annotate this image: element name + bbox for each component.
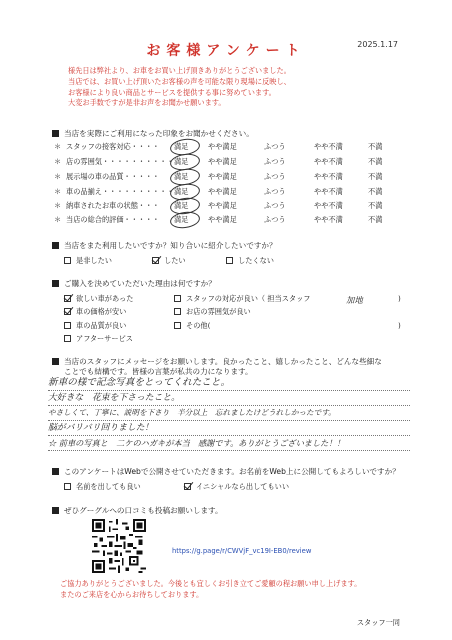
checkbox-icon[interactable] (174, 308, 181, 315)
asterisk-bullet-icon: ＊ (54, 215, 62, 224)
rating-row (54, 187, 414, 198)
q3-heading (52, 278, 216, 289)
checkbox-icon[interactable] (174, 322, 181, 329)
q3-option-staff[interactable]: スタッフの対応が良い（ 担当スタッフ (174, 294, 310, 304)
q2-heading (52, 240, 277, 251)
rating-option[interactable]: やや満足 (208, 187, 237, 196)
staff-paren-close: ) (398, 294, 401, 303)
closing-line: ご協力ありがとうございました。今後とも宜しくお引き立てご愛顧の程お願い申し上げます。 (60, 579, 362, 588)
q2-option-3[interactable]: したくない (226, 256, 274, 266)
rating-option[interactable]: やや不満 (314, 157, 343, 166)
rating-row-label: 車の品揃え・・・・・・・・・・ (66, 187, 174, 196)
rating-row (54, 142, 414, 153)
comment-line: 大好きな 花束を下さったこと。 (48, 391, 410, 406)
closing-text (60, 578, 361, 600)
rating-option[interactable]: やや不満 (314, 215, 343, 224)
square-bullet-icon (52, 507, 59, 514)
q4-title-1: 当店のスタッフにメッセージをお願いします。良かったこと、嬉しかったこと、どんな些細な (64, 357, 382, 366)
q3-option-want-car[interactable]: 欲しい車があった (64, 294, 133, 304)
rating-option[interactable]: やや満足 (208, 142, 237, 151)
rating-row-label: 納車されたお車の状態・・・ (66, 201, 160, 210)
rating-option[interactable]: やや不満 (314, 142, 343, 151)
rating-option[interactable]: 不満 (368, 201, 383, 210)
rating-row (54, 201, 414, 212)
checkbox-checked-icon[interactable] (64, 308, 71, 315)
rating-option[interactable]: 不満 (368, 157, 383, 166)
q2-title: 当店をまた利用したいですか？知り合いに紹介したいですか？ (64, 241, 277, 250)
closing-line: またのご来店を心からお待ちしております。 (60, 590, 204, 599)
rating-option[interactable]: ふつう (264, 215, 286, 224)
comment-line: 脳がバリバリ回りました！ (48, 421, 410, 436)
checkbox-icon[interactable] (174, 295, 181, 302)
checkbox-icon[interactable] (64, 483, 71, 490)
asterisk-bullet-icon: ＊ (54, 201, 62, 210)
asterisk-bullet-icon: ＊ (54, 172, 62, 181)
square-bullet-icon (52, 242, 59, 249)
rating-option[interactable]: やや不満 (314, 172, 343, 181)
q1-heading (52, 128, 254, 139)
asterisk-bullet-icon: ＊ (54, 142, 62, 151)
rating-option[interactable]: 満足 (174, 201, 189, 210)
rating-row (54, 172, 414, 183)
page-title: お客様アンケート (146, 43, 306, 59)
intro-line: 当店では、お買い上げ頂いたお客様の声を可能な限り現場に反映し、 (68, 76, 291, 86)
rating-option[interactable]: 不満 (368, 142, 383, 151)
rating-row (54, 215, 414, 226)
comment-line: ☆ 前車の写真と 二ケのハガキが本当 感謝です。ありがとうございました！！ (48, 436, 410, 451)
comment-line: やさしくて、丁寧に、説明を下さり 半分以上 忘れましたけどうれしかったです。 (48, 406, 410, 421)
q1-title: 当店を実際にご利用になった印象をお聞かせください。 (64, 129, 254, 138)
rating-row-label: 店の雰囲気・・・・・・・・・・ (66, 157, 174, 166)
rating-option[interactable]: やや不満 (314, 187, 343, 196)
qr-code-icon[interactable] (92, 519, 146, 573)
comment-line: 新車の様で記念写真をとってくれたこと。 (48, 376, 410, 391)
square-bullet-icon (52, 358, 59, 365)
rating-option[interactable]: 不満 (368, 172, 383, 181)
checkbox-icon[interactable] (64, 335, 71, 342)
q3-option-price[interactable]: 車の価格が安い (64, 307, 126, 317)
rating-option[interactable]: 満足 (174, 142, 189, 151)
q4-title-2: ことでも結構です。皆様の言葉が私共の力になります。 (64, 367, 253, 376)
survey-date: 2025.1.17 (357, 40, 398, 49)
q6-title: ぜひグーグルへの口コミも投稿お願いします。 (64, 506, 223, 515)
square-bullet-icon (52, 280, 59, 287)
q2-option-1[interactable]: 是非したい (64, 256, 112, 266)
q3-option-atmosphere[interactable]: お店の雰囲気が良い (174, 307, 251, 317)
asterisk-bullet-icon: ＊ (54, 157, 62, 166)
other-paren-close: ) (398, 321, 401, 330)
q5-title: このアンケートはWebで公開させていただきます。お名前をWeb上に公開してもよろしいですか？ (64, 467, 400, 476)
intro-line: お客様により良い商品とサービスを提供する事に努めています。 (68, 87, 276, 97)
checkbox-icon[interactable] (226, 257, 233, 264)
square-bullet-icon (52, 130, 59, 137)
rating-row (54, 157, 414, 168)
rating-row-label: スタッフの接客対応・・・・ (66, 142, 160, 151)
square-bullet-icon (52, 468, 59, 475)
q5-option-initials[interactable]: イニシャルなら出してもいい (184, 482, 289, 492)
rating-option[interactable]: 満足 (174, 172, 189, 181)
rating-option[interactable]: やや満足 (208, 215, 237, 224)
review-link[interactable]: https://g.page/r/CWVjF_vc19I-EB0/review (172, 547, 312, 555)
q3-title: ご購入を決めていただいた理由は何ですか？ (64, 279, 216, 288)
q5-heading (52, 466, 400, 477)
staff-name-handwritten: 加地 (346, 295, 363, 305)
rating-option[interactable]: やや満足 (208, 201, 237, 210)
asterisk-bullet-icon: ＊ (54, 187, 62, 196)
q3-option-after-service[interactable]: アフターサービス (64, 334, 133, 344)
checkbox-icon[interactable] (64, 257, 71, 264)
q5-option-name[interactable]: 名前を出しても良い (64, 482, 141, 492)
rating-option[interactable]: ふつう (264, 201, 286, 210)
q2-option-2[interactable]: したい (152, 256, 186, 266)
intro-line: 大変お手数ですが是非お声をお聞かせ願います。 (68, 98, 226, 108)
rating-option[interactable]: 不満 (368, 187, 383, 196)
q3-option-quality[interactable]: 車の品質が良い (64, 321, 126, 331)
q6-heading (52, 505, 223, 516)
checkbox-checked-icon[interactable] (184, 483, 191, 490)
rating-option[interactable]: ふつう (264, 172, 286, 181)
checkbox-checked-icon[interactable] (152, 257, 159, 264)
rating-option[interactable]: ふつう (264, 142, 286, 151)
q3-option-other[interactable]: その他( (174, 321, 210, 331)
signature: スタッフ一同 (356, 618, 400, 627)
rating-option[interactable]: やや満足 (208, 157, 237, 166)
checkbox-icon[interactable] (64, 322, 71, 329)
intro-text (68, 66, 291, 109)
rating-option[interactable]: 満足 (174, 215, 189, 224)
rating-option[interactable]: ふつう (264, 157, 286, 166)
message-box[interactable] (48, 376, 410, 452)
rating-option[interactable]: 満足 (174, 157, 189, 166)
rating-row-label: 展示場の車の品質・・・・・ (66, 172, 160, 181)
intro-line: 様先日は弊社より、お車をお買い上げ頂きありがとうございました。 (68, 66, 291, 75)
rating-row-label: 当店の総合的評価・・・・・ (66, 215, 160, 224)
rating-option[interactable]: ふつう (264, 187, 286, 196)
rating-option[interactable]: やや満足 (208, 172, 237, 181)
checkbox-checked-icon[interactable] (64, 295, 71, 302)
rating-option[interactable]: やや不満 (314, 201, 343, 210)
rating-option[interactable]: 不満 (368, 215, 383, 224)
rating-option[interactable]: 満足 (174, 187, 189, 196)
